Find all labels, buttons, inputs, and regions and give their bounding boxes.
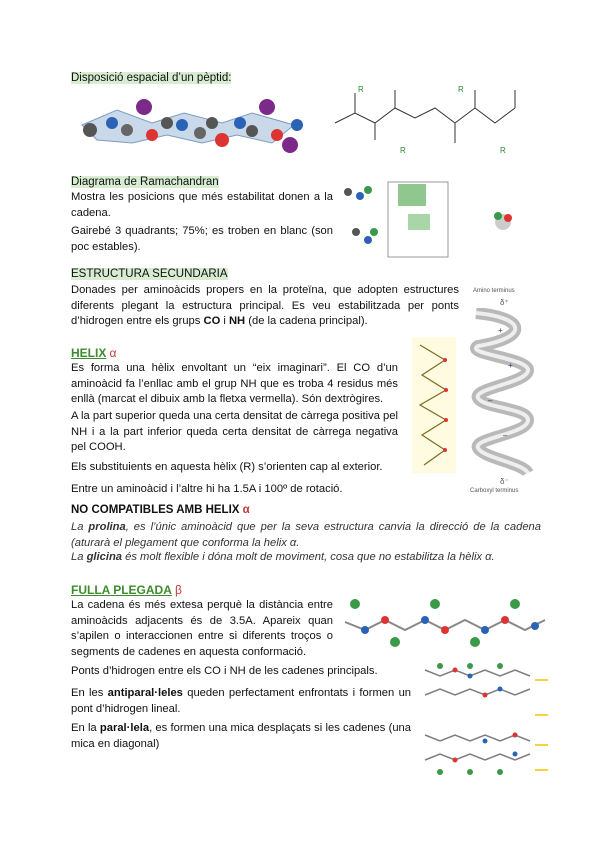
ramachandran-diagram-figure [338, 172, 538, 267]
section-title-secondary-structure: ESTRUCTURA SECUNDARIA [71, 268, 228, 280]
svg-text:R: R [400, 146, 406, 155]
svg-text:–: – [488, 396, 493, 405]
helix-paragraph-4: Entre un aminoàcid i l’altre hi ha 1.5A i 100º de rotació. [71, 483, 343, 495]
fulla-paragraph-2: Ponts d’hidrogen entre els CO i NH de les cadenes principals. [71, 665, 378, 677]
svg-text:R: R [358, 85, 364, 94]
svg-text:+: + [508, 361, 513, 370]
secondary-structure-paragraph: Donades per aminoàcids propers en la proteïna, que adopten estructures diferents plegant la estructura principal. Es veu estabilitzada per ponts d’hidrogen entre els grups CO i NH (de la cadena principal). [71, 284, 459, 327]
glicina-note: La glicina és molt flexible i dóna molt de moviment, cosa que no estabilitza la hèlix α. [71, 551, 495, 563]
section-title-ramachandran: Diagrama de Ramachandran [71, 176, 219, 188]
helix-title: HELIX α [71, 346, 117, 360]
svg-text:R: R [500, 146, 506, 155]
fulla-paragraph-1: La cadena és més extesa perquè la distància entre aminoàcids adjacents és de 3.5A. Apareix quan s’apilen o interaccionen entre si diferents troços o segments de cadenes en aquesta conformació. [71, 599, 333, 658]
fulla-paragraph-4: En la paral·lela, es formen una mica desplaçats si les cadenes (una mica en diagonal) [71, 722, 412, 750]
peptide-ball-model-figure [72, 95, 312, 160]
helix-delta-plus-label: δ⁺ [500, 298, 509, 307]
beta-sheets-hbond-figure [420, 660, 550, 785]
helix-carboxyl-terminus-label: Carboxyl terminus [470, 488, 519, 494]
helix-ribbon-figure [468, 308, 538, 478]
section-title-peptide: Disposició espacial d’un pèptid: [71, 72, 232, 84]
helix-stick-figure [410, 335, 460, 475]
fulla-plegada-title: FULLA PLEGADA β [71, 583, 182, 597]
helix-paragraph-2: A la part superior queda una certa densitat de càrrega positiva pel NH i a la part inferior queda certa densitat de càrrega negativa pel COOH. [71, 410, 398, 453]
helix-paragraph-1: Es forma una hèlix envoltant un “eix imaginari”. El CO d’un aminoàcid fa l’enllac amb el grup NH que es troba 4 residus més enllà (marcat el dibuix amb la fletxa vermella). Són dextrògires. [71, 362, 398, 405]
peptide-structural-formula-figure [330, 78, 530, 158]
no-compatibles-title: NO COMPATIBLES AMB HELIX α [71, 504, 250, 516]
helix-delta-minus-label: δ⁻ [500, 477, 509, 486]
svg-text:+: + [498, 326, 503, 335]
ramachandran-paragraph-2: Gairebé 3 quadrants; 75%; es troben en blanc (son poc estables). [71, 225, 333, 253]
ramachandran-paragraph-1: Mostra les posicions que més estabilitat donen a la cadena. [71, 191, 333, 219]
fulla-paragraph-3: En les antiparal·leles queden perfectament enfrontats i formen un pont d’hidrogen lineal. [71, 687, 412, 715]
svg-text:R: R [458, 85, 464, 94]
helix-amino-terminus-label: Amino terminus [473, 288, 515, 294]
prolina-note: La prolina, es l’únic aminoàcid que per la seva estructura canvia la direcció de la cadena (aturarà el plegament que conforma la helix α. [71, 521, 542, 549]
svg-text:–: – [503, 431, 508, 440]
helix-paragraph-3: Els substituients en aquesta hèlix (R) s’orienten cap al exterior. [71, 461, 383, 473]
beta-sheet-chain-figure [340, 592, 550, 652]
